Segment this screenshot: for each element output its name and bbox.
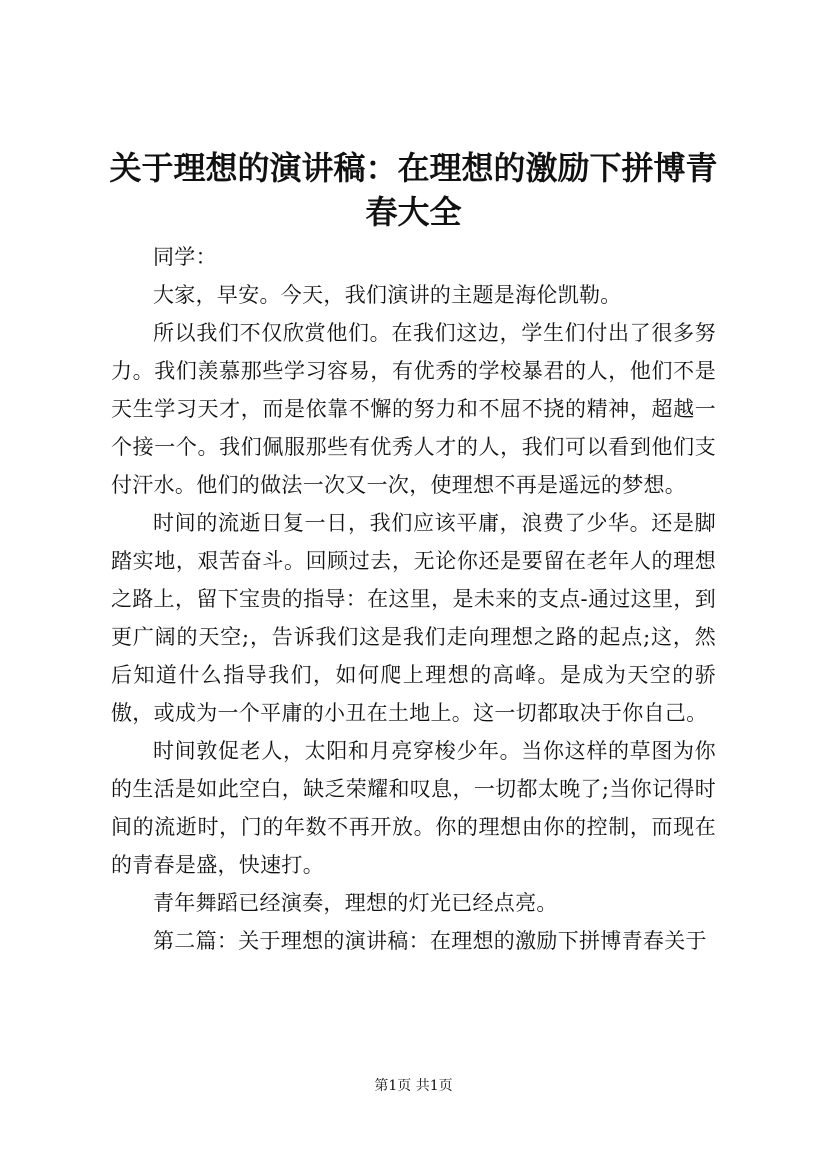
document-title: 关于理想的演讲稿：在理想的激励下拼博青春大全 — [109, 149, 718, 231]
page-number-footer: 第1页 共1页 — [374, 1078, 453, 1094]
paragraph: 第二篇：关于理想的演讲稿：在理想的激励下拼博青春关于 — [153, 929, 707, 953]
paragraph: 青年舞蹈已经演奏，理想的灯光已经点亮。 — [153, 891, 558, 915]
paragraph: 大家，早安。今天，我们演讲的主题是海伦凯勒。 — [153, 283, 622, 307]
document-body — [111, 238, 716, 960]
paragraph: 时间的流逝日复一日，我们应该平庸，浪费了少华。还是脚踏实地，艰苦奋斗。回顾过去，无论你还是要留在老年人的理想之路上，留下宝贵的指导：在这里，是未来的支点-通过这里，到更广阔的天空;，告诉我们这是我们走向理想之路的起点;这，然后知道什么指导我们，如何爬上理想的高峰。是成为天空的骄傲，或成为一个平庸的小丑在土地上。这一切都取决于你自己。 — [111, 511, 716, 725]
paragraph: 时间敦促老人，太阳和月亮穿梭少年。当你这样的草图为你的生活是如此空白，缺乏荣耀和叹息，一切都太晚了;当你记得时间的流逝时，门的年数不再开放。你的理想由你的控制，而现在的青春是盛，快速打。 — [111, 739, 716, 877]
salutation: 同学： — [153, 245, 217, 269]
paragraph: 所以我们不仅欣赏他们。在我们这边，学生们付出了很多努力。我们羡慕那些学习容易，有优秀的学校暴君的人，他们不是天生学习天才，而是依靠不懈的努力和不屈不挠的精神，超越一个接一个。我们佩服那些有优秀人才的人，我们可以看到他们支付汗水。他们的做法一次又一次，使理想不再是遥远的梦想。 — [111, 321, 716, 497]
